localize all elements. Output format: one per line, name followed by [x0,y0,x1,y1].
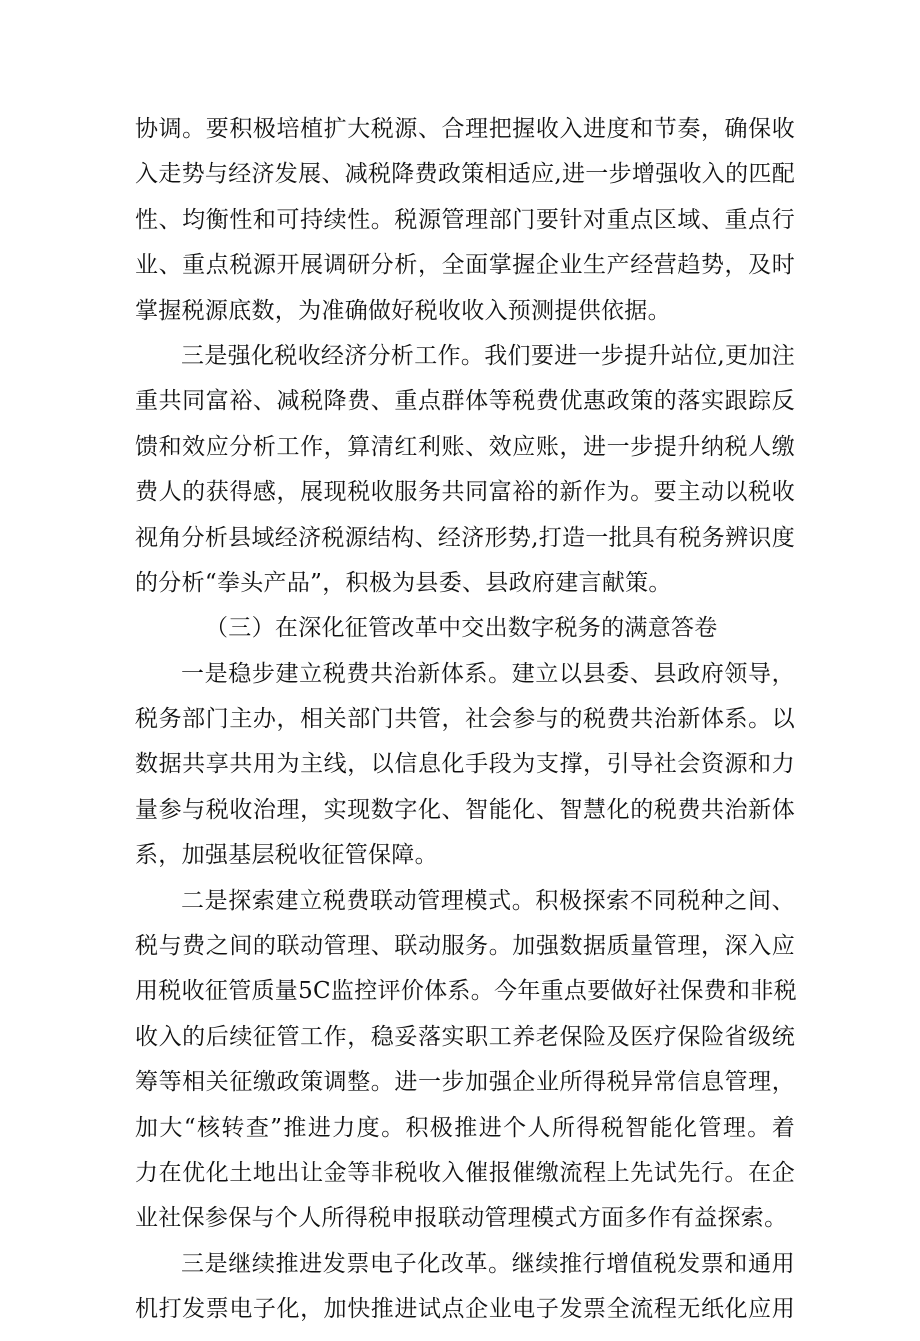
body-text-line: 税与费之间的联动管理、联动服务。加强数据质量管理，深入应 [135,933,795,960]
paragraph-first-line: 三是继续推进发票电子化改革。继续推行增值税发票和通用 [181,1250,795,1277]
body-text-line: 的分析“拳头产品”，积极为县委、县政府建言献策。 [135,569,672,596]
body-text-line: 量参与税收治理，实现数字化、智能化、智慧化的税费共治新体 [135,796,795,823]
body-text-line: 费人的获得感，展现税收服务共同富裕的新作为。要主动以税收 [135,479,795,506]
body-text-line: 掌握税源底数，为准确做好税收收入预测提供依据。 [135,297,671,324]
section-heading: （三）在深化征管改革中交出数字税务的满意答卷 [205,615,718,642]
body-text-line: 馈和效应分析工作，算清红利账、效应账，进一步提升纳税人缴 [135,433,795,460]
body-text-line: 视角分析县域经济税源结构、经济形势,打造一批具有税务辨识度 [135,524,796,551]
paragraph-first-line: 三是强化税收经济分析工作。我们要进一步提升站位,更加注 [181,342,795,369]
body-text-line: 筹等相关征缴政策调整。进一步加强企业所得税异常信息管理， [135,1069,795,1096]
body-text-line: 税务部门主办，相关部门共管，社会参与的税费共治新体系。以 [135,706,795,733]
body-text-line: 数据共享共用为主线，以信息化手段为支撑，引导社会资源和力 [135,751,795,778]
body-text-line: 系，加强基层税收征管保障。 [135,842,438,869]
body-text-line: 力在优化土地出让金等非税收入催报催缴流程上先试先行。在企 [135,1159,795,1186]
body-text-line: 业社保参保与个人所得税申报联动管理模式方面多作有益探索。 [135,1205,788,1232]
body-text-line: 加大“核转查”推进力度。积极推进个人所得税智能化管理。着 [135,1114,795,1141]
body-text-line: 收入的后续征管工作，稳妥落实职工养老保险及医疗保险省级统 [135,1023,795,1050]
body-text-line: 重共同富裕、减税降费、重点群体等税费优惠政策的落实跟踪反 [135,388,795,415]
body-text-line: 用税收征管质量5C监控评价体系。今年重点要做好社保费和非税 [135,978,797,1005]
body-text-line: 协调。要积极培植扩大税源、合理把握收入进度和节奏，确保收 [135,116,795,142]
paragraph-first-line: 二是探索建立税费联动管理模式。积极探索不同税种之间、 [181,887,795,914]
body-text-line: 入走势与经济发展、减税降费政策相适应,进一步增强收入的匹配 [135,161,796,188]
document-page [135,115,795,1341]
body-text-line: 机打发票电子化，加快推进试点企业电子发票全流程无纸化应用 [135,1296,795,1323]
paragraph-first-line: 一是稳步建立税费共治新体系。建立以县委、县政府领导， [181,660,795,687]
body-text-line: 业、重点税源开展调研分析，全面掌握企业生产经营趋势，及时 [135,252,795,279]
body-text-line: 性、均衡性和可持续性。税源管理部门要针对重点区域、重点行 [135,206,795,233]
